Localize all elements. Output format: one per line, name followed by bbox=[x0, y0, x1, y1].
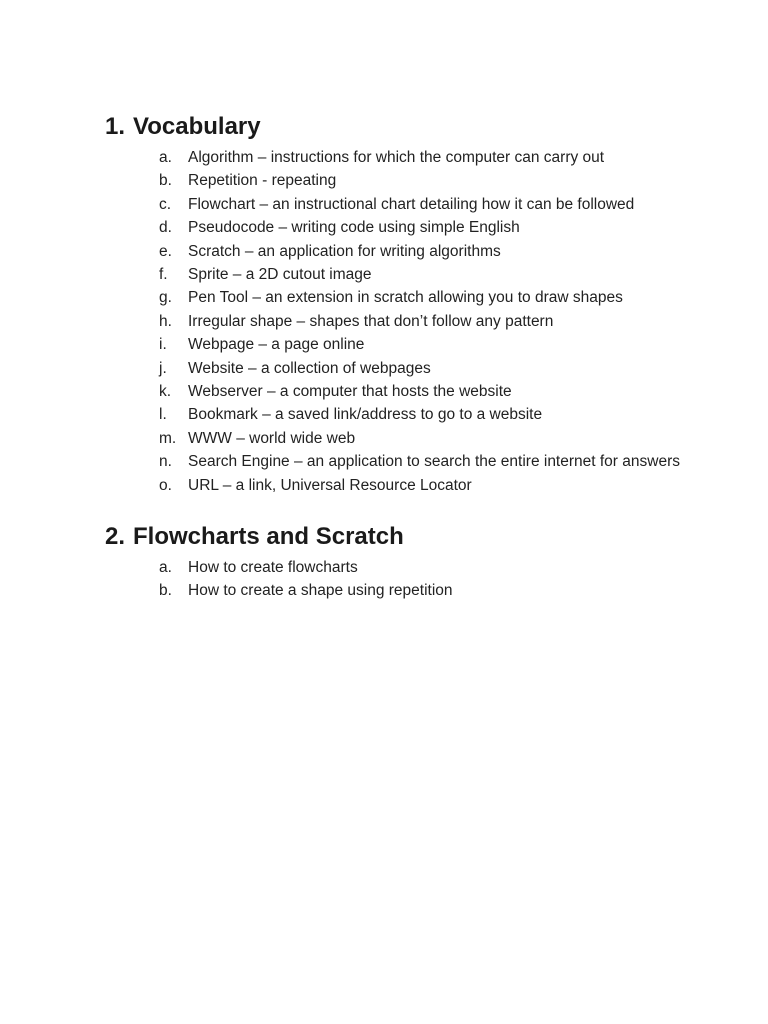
list-item-text: Pen Tool – an extension in scratch allowing you to draw shapes bbox=[188, 289, 623, 307]
list-item bbox=[105, 403, 755, 426]
list-item bbox=[105, 427, 755, 450]
list-item-text: Scratch – an application for writing algorithms bbox=[188, 242, 501, 260]
list-item-text: Pseudocode – writing code using simple English bbox=[188, 219, 520, 237]
section-flowcharts-and-scratch bbox=[105, 522, 755, 603]
topics-list bbox=[105, 556, 755, 603]
section-number: 2. bbox=[105, 523, 126, 550]
section-heading bbox=[105, 522, 755, 552]
list-marker: a. bbox=[159, 149, 172, 166]
list-item-text: How to create a shape using repetition bbox=[188, 582, 453, 600]
list-item bbox=[105, 310, 755, 333]
list-marker: m. bbox=[159, 429, 177, 447]
list-marker: g. bbox=[159, 289, 172, 307]
list-item bbox=[105, 193, 755, 216]
list-item bbox=[105, 216, 755, 239]
section-title: Flowcharts and Scratch bbox=[133, 523, 404, 550]
list-marker: a. bbox=[159, 559, 172, 576]
section-number: 1. bbox=[105, 113, 126, 140]
list-marker: b. bbox=[159, 172, 172, 190]
list-marker: b. bbox=[159, 582, 172, 600]
list-marker: e. bbox=[159, 242, 172, 260]
list-item-text: Algorithm – instructions for which the computer can carry out bbox=[188, 149, 605, 166]
list-item bbox=[105, 579, 755, 602]
list-item bbox=[105, 146, 755, 169]
list-item bbox=[105, 240, 755, 263]
list-marker: o. bbox=[159, 476, 172, 494]
list-item-text: Irregular shape – shapes that don’t follow any pattern bbox=[188, 312, 554, 330]
list-item-text: WWW – world wide web bbox=[188, 429, 356, 447]
list-marker: l. bbox=[159, 406, 167, 424]
list-item bbox=[105, 380, 755, 403]
list-item-text: How to create flowcharts bbox=[188, 559, 358, 576]
section-heading bbox=[105, 112, 755, 142]
list-marker: k. bbox=[159, 383, 172, 401]
list-item bbox=[105, 263, 755, 286]
list-item-text: Webpage – a page online bbox=[188, 336, 365, 354]
list-item-text: Sprite – a 2D cutout image bbox=[188, 266, 372, 284]
list-marker: h. bbox=[159, 312, 172, 330]
list-marker: n. bbox=[159, 453, 172, 471]
list-item-text: Bookmark – a saved link/address to go to a website bbox=[188, 406, 543, 424]
section-vocabulary bbox=[105, 112, 755, 497]
list-marker: c. bbox=[159, 195, 172, 213]
list-item bbox=[105, 357, 755, 380]
list-item-text: Repetition - repeating bbox=[188, 172, 337, 190]
list-marker: j. bbox=[159, 359, 167, 377]
list-item bbox=[105, 450, 755, 473]
list-marker: f. bbox=[159, 266, 168, 284]
list-item-text: Webserver – a computer that hosts the website bbox=[188, 383, 512, 401]
list-item-text: Flowchart – an instructional chart detailing how it can be followed bbox=[188, 195, 635, 213]
list-item bbox=[105, 556, 755, 579]
list-marker: d. bbox=[159, 219, 172, 237]
list-item bbox=[105, 474, 755, 497]
section-title: Vocabulary bbox=[133, 113, 261, 140]
list-item-text: Website – a collection of webpages bbox=[188, 359, 431, 377]
list-item bbox=[105, 169, 755, 192]
list-marker: i. bbox=[159, 336, 167, 354]
list-item bbox=[105, 333, 755, 356]
list-item-text: Search Engine – an application to search the entire internet for answers bbox=[188, 453, 680, 471]
vocabulary-list bbox=[105, 146, 755, 497]
list-item bbox=[105, 286, 755, 309]
list-item-text: URL – a link, Universal Resource Locator bbox=[188, 476, 472, 494]
